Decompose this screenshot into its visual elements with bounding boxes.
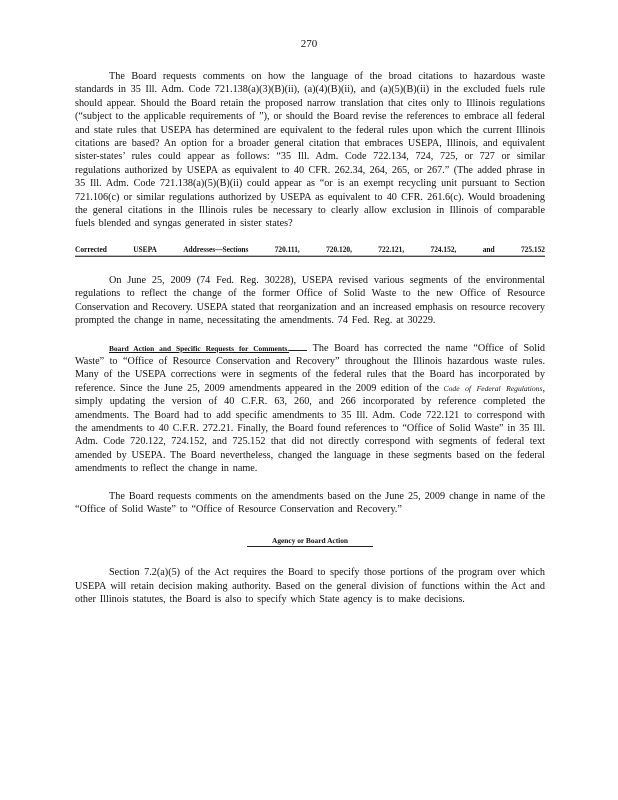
heading-word: Addresses—Sections (183, 244, 249, 255)
heading-word: Corrected (75, 244, 107, 255)
paragraph-section-7-2: Section 7.2(a)(5) of the Act requires the Board to specify those portions of the program over which USEPA will retain decision making authority. Based on the general division of functions within the Act and other Illinois statutes, the Board is also to specify which State agency is to make decisions. (75, 567, 545, 606)
section-heading-corrected-addresses (75, 244, 545, 257)
paragraph-board-action (75, 342, 545, 476)
paragraph-request-comments: The Board requests comments on the amendments based on the June 25, 2009 change in name of the “Office of Solid Waste” to “Office of Resource Conservation and Recovery.” (75, 490, 545, 515)
agency-board-heading-text: Agency or Board Action (247, 536, 373, 547)
heading-word: 724.152, (430, 244, 457, 255)
document-body (75, 70, 545, 621)
heading-word: 722.121, (378, 244, 405, 255)
inline-heading-board-action: Board Action and Specific Requests for Comments. (109, 343, 290, 353)
board-action-text-start: The Board has corrected the name “Office of Solid Waste” to “Office of Resource Conservation and Recovery” throughout the Illinois hazardous waste rules. Many of the USEPA corrections were in segments of the federal rules that the Board has incorporated by reference. Since the June 25, 2009 amendments appeared in the 2009 edition of the (75, 342, 545, 394)
paragraph-usepa-revision: On June 25, 2009 (74 Fed. Reg. 30228), USEPA revised various segments of the environmental regulations to reflect the change of the former Office of Solid Waste to the new Office of Resource Conservation and Recovery. USEPA stated that reorganization and an increased emphasis on resource recovery prompted the change in name, necessitating the amendments. 74 Fed. Reg. at 30229. (75, 274, 545, 327)
board-action-text-end: , simply updating the version of 40 C.F.R. 63, 260, and 266 incorporated by reference completed the amendments. The Board had to add specific amendments to 35 Ill. Adm. Code 722.121 to correspond with the amendments to 40 C.F.R. 272.21. Finally, the Board found references to “Office of Solid Waste” in 35 Ill. Adm. Code 720.122, 724.152, and 725.152 that did not directly correspond with segments of federal text amended by USEPA. The Board nevertheless, changed the language in these segments based on the federal amendments to reflect the change in name. (75, 382, 545, 475)
cfr-title: Code of Federal Regulations (443, 383, 543, 393)
section-heading-agency-board (75, 530, 545, 548)
heading-word: 725.152 (520, 244, 545, 255)
heading-word: 720.120, (326, 244, 352, 255)
heading-word: and (482, 244, 495, 255)
page-number: 270 (300, 38, 318, 50)
heading-word: USEPA (133, 244, 157, 255)
heading-word: 720.111, (274, 244, 300, 255)
paragraph-citation-comments: The Board requests comments on how the language of the broad citations to hazardous waste standards in 35 Ill. Adm. Code 721.138(a)(3)(B)(ii), (a)(4)(B)(ii), and (a)(5)(B)(ii) in the excluded fuels rule should appear. Should the Board retain the proposed narrow translation that cites only to Illinois regulations (“subject to the applicable requirements of ”), or should the Board revise the references to embrace all federal and state rules that USEPA has determined are equivalent to the federal rules upon which the current Illinois citations are based? An option for a broader general citation that embraces USEPA, Illinois, and equivalent sister-states’ rules could appear as follows: “35 Ill. Adm. Code 722.134, 724, 725, or 727 or similar regulations authorized by USEPA as equivalent to 40 CFR. 262.34, 264, 265, or 267.” (The added phrase in 35 Ill. Adm. Code 721.138(a)(5)(B)(ii) could appear as “or is an exempt recycling unit pursuant to Section 721.106(c) or similar regulations authorized by USEPA as equivalent to 40 CFR. 261.6(c). Would broadening the general citations in the Illinois rules be necessary to clearly allow exclusion in Illinois of comparable fuels blended and syngas generated in sister states? (75, 71, 545, 230)
heading-underline-gap (289, 342, 307, 351)
